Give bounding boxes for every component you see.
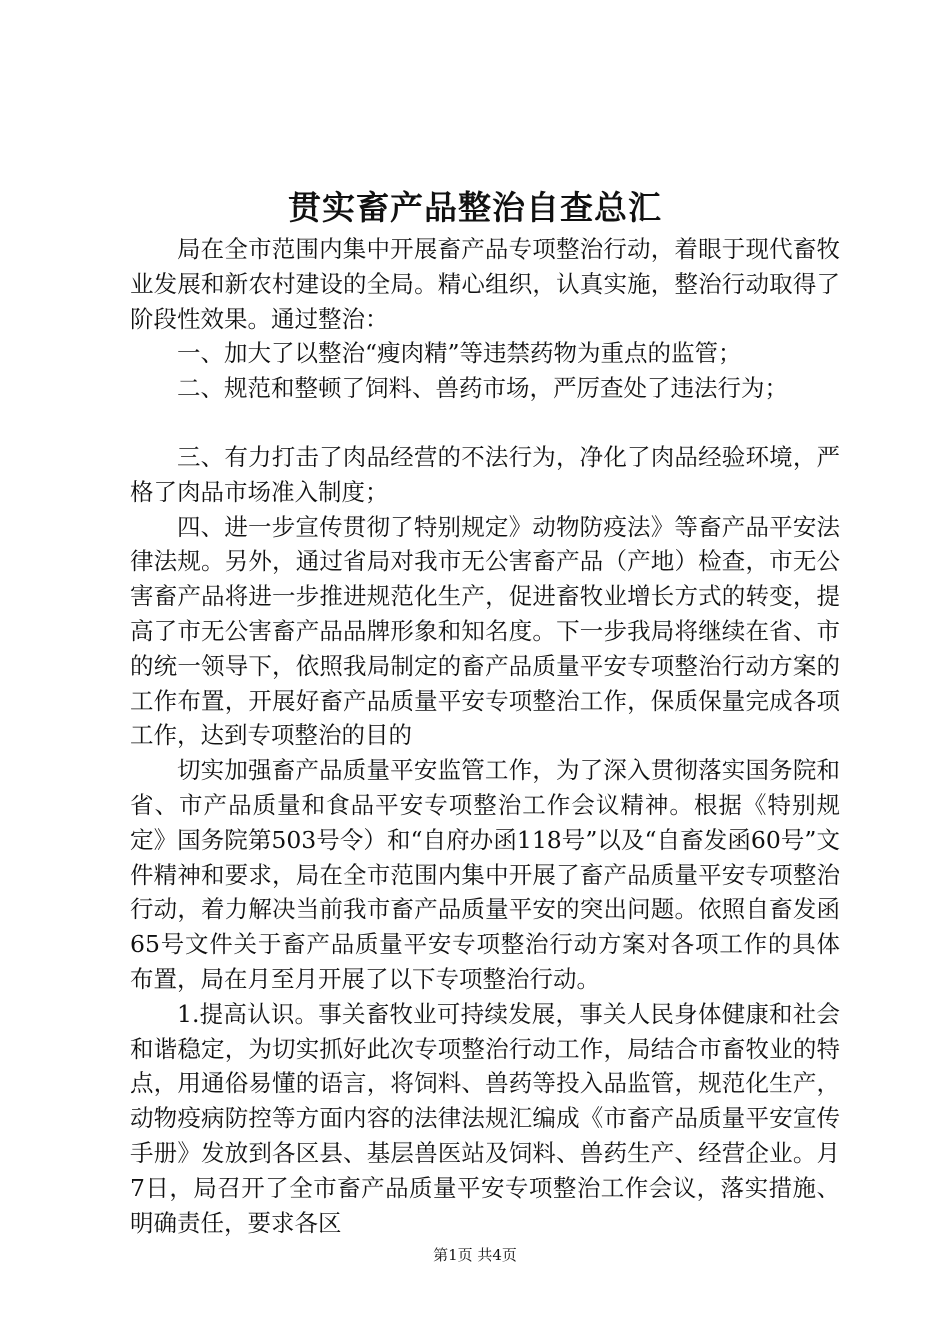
document-body xyxy=(130,232,840,1240)
paragraph-intro: 局在全市范围内集中开展畜产品专项整治行动，着眼于现代畜牧业发展和新农村建设的全局。精心组织，认真实施，整治行动取得了阶段性效果。通过整治： xyxy=(130,235,840,333)
paragraph-item-4: 四、进一步宣传贯彻了特别规定》动物防疫法》等畜产品平安法律法规。另外，通过省局对我市无公害畜产品（产地）检查，市无公害畜产品将进一步推进规范化生产，促进畜牧业增长方式的转变，提高了市无公害畜产品品牌形象和知名度。下一步我局将继续在省、市的统一领导下，依照我局制定的畜产品质量平安专项整治行动方案的工作布置，开展好畜产品质量平安专项整治工作，保质保量完成各项工作，达到专项整治的目的 xyxy=(130,512,840,750)
document-title: 贯实畜产品整治自查总汇 xyxy=(288,188,662,227)
paragraph-background: 切实加强畜产品质量平安监管工作，为了深入贯彻落实国务院和省、市产品质量和食品平安专项整治工作会议精神。根据《特别规定》国务院第503号令）和“自府办函118号”以及“自畜发函60号”文件精神和要求，局在全市范围内集中开展了畜产品质量平安专项整治行动，着力解决当前我市畜产品质量平安的突出问题。依照自畜发函65号文件关于畜产品质量平安专项整治行动方案对各项工作的具体布置，局在月至月开展了以下专项整治行动。 xyxy=(130,756,840,993)
paragraph-measure-1: 1.提高认识。事关畜牧业可持续发展，事关人民身体健康和社会和谐稳定，为切实抓好此次专项整治行动工作，局结合市畜牧业的特点，用通俗易懂的语言，将饲料、兽药等投入品监管，规范化生产，动物疫病防控等方面内容的法律法规汇编成《市畜产品质量平安宣传手册》发放到各区县、基层兽医站及饲料、兽药生产、经营企业。月7日，局召开了全市畜产品质量平安专项整治工作会议，落实措施、明确责任，要求各区 xyxy=(130,999,840,1237)
paragraph-item-2: 二、规范和整顿了饲料、兽药市场，严厉查处了违法行为； xyxy=(177,374,788,403)
paragraph-item-1: 一、加大了以整治“瘦肉精”等违禁药物为重点的监管； xyxy=(177,339,742,368)
paragraph-item-3: 三、有力打击了肉品经营的不法行为，净化了肉品经验环境，严格了肉品市场准入制度； xyxy=(130,442,840,506)
page-footer: 第1页 共4页 xyxy=(433,1246,517,1264)
